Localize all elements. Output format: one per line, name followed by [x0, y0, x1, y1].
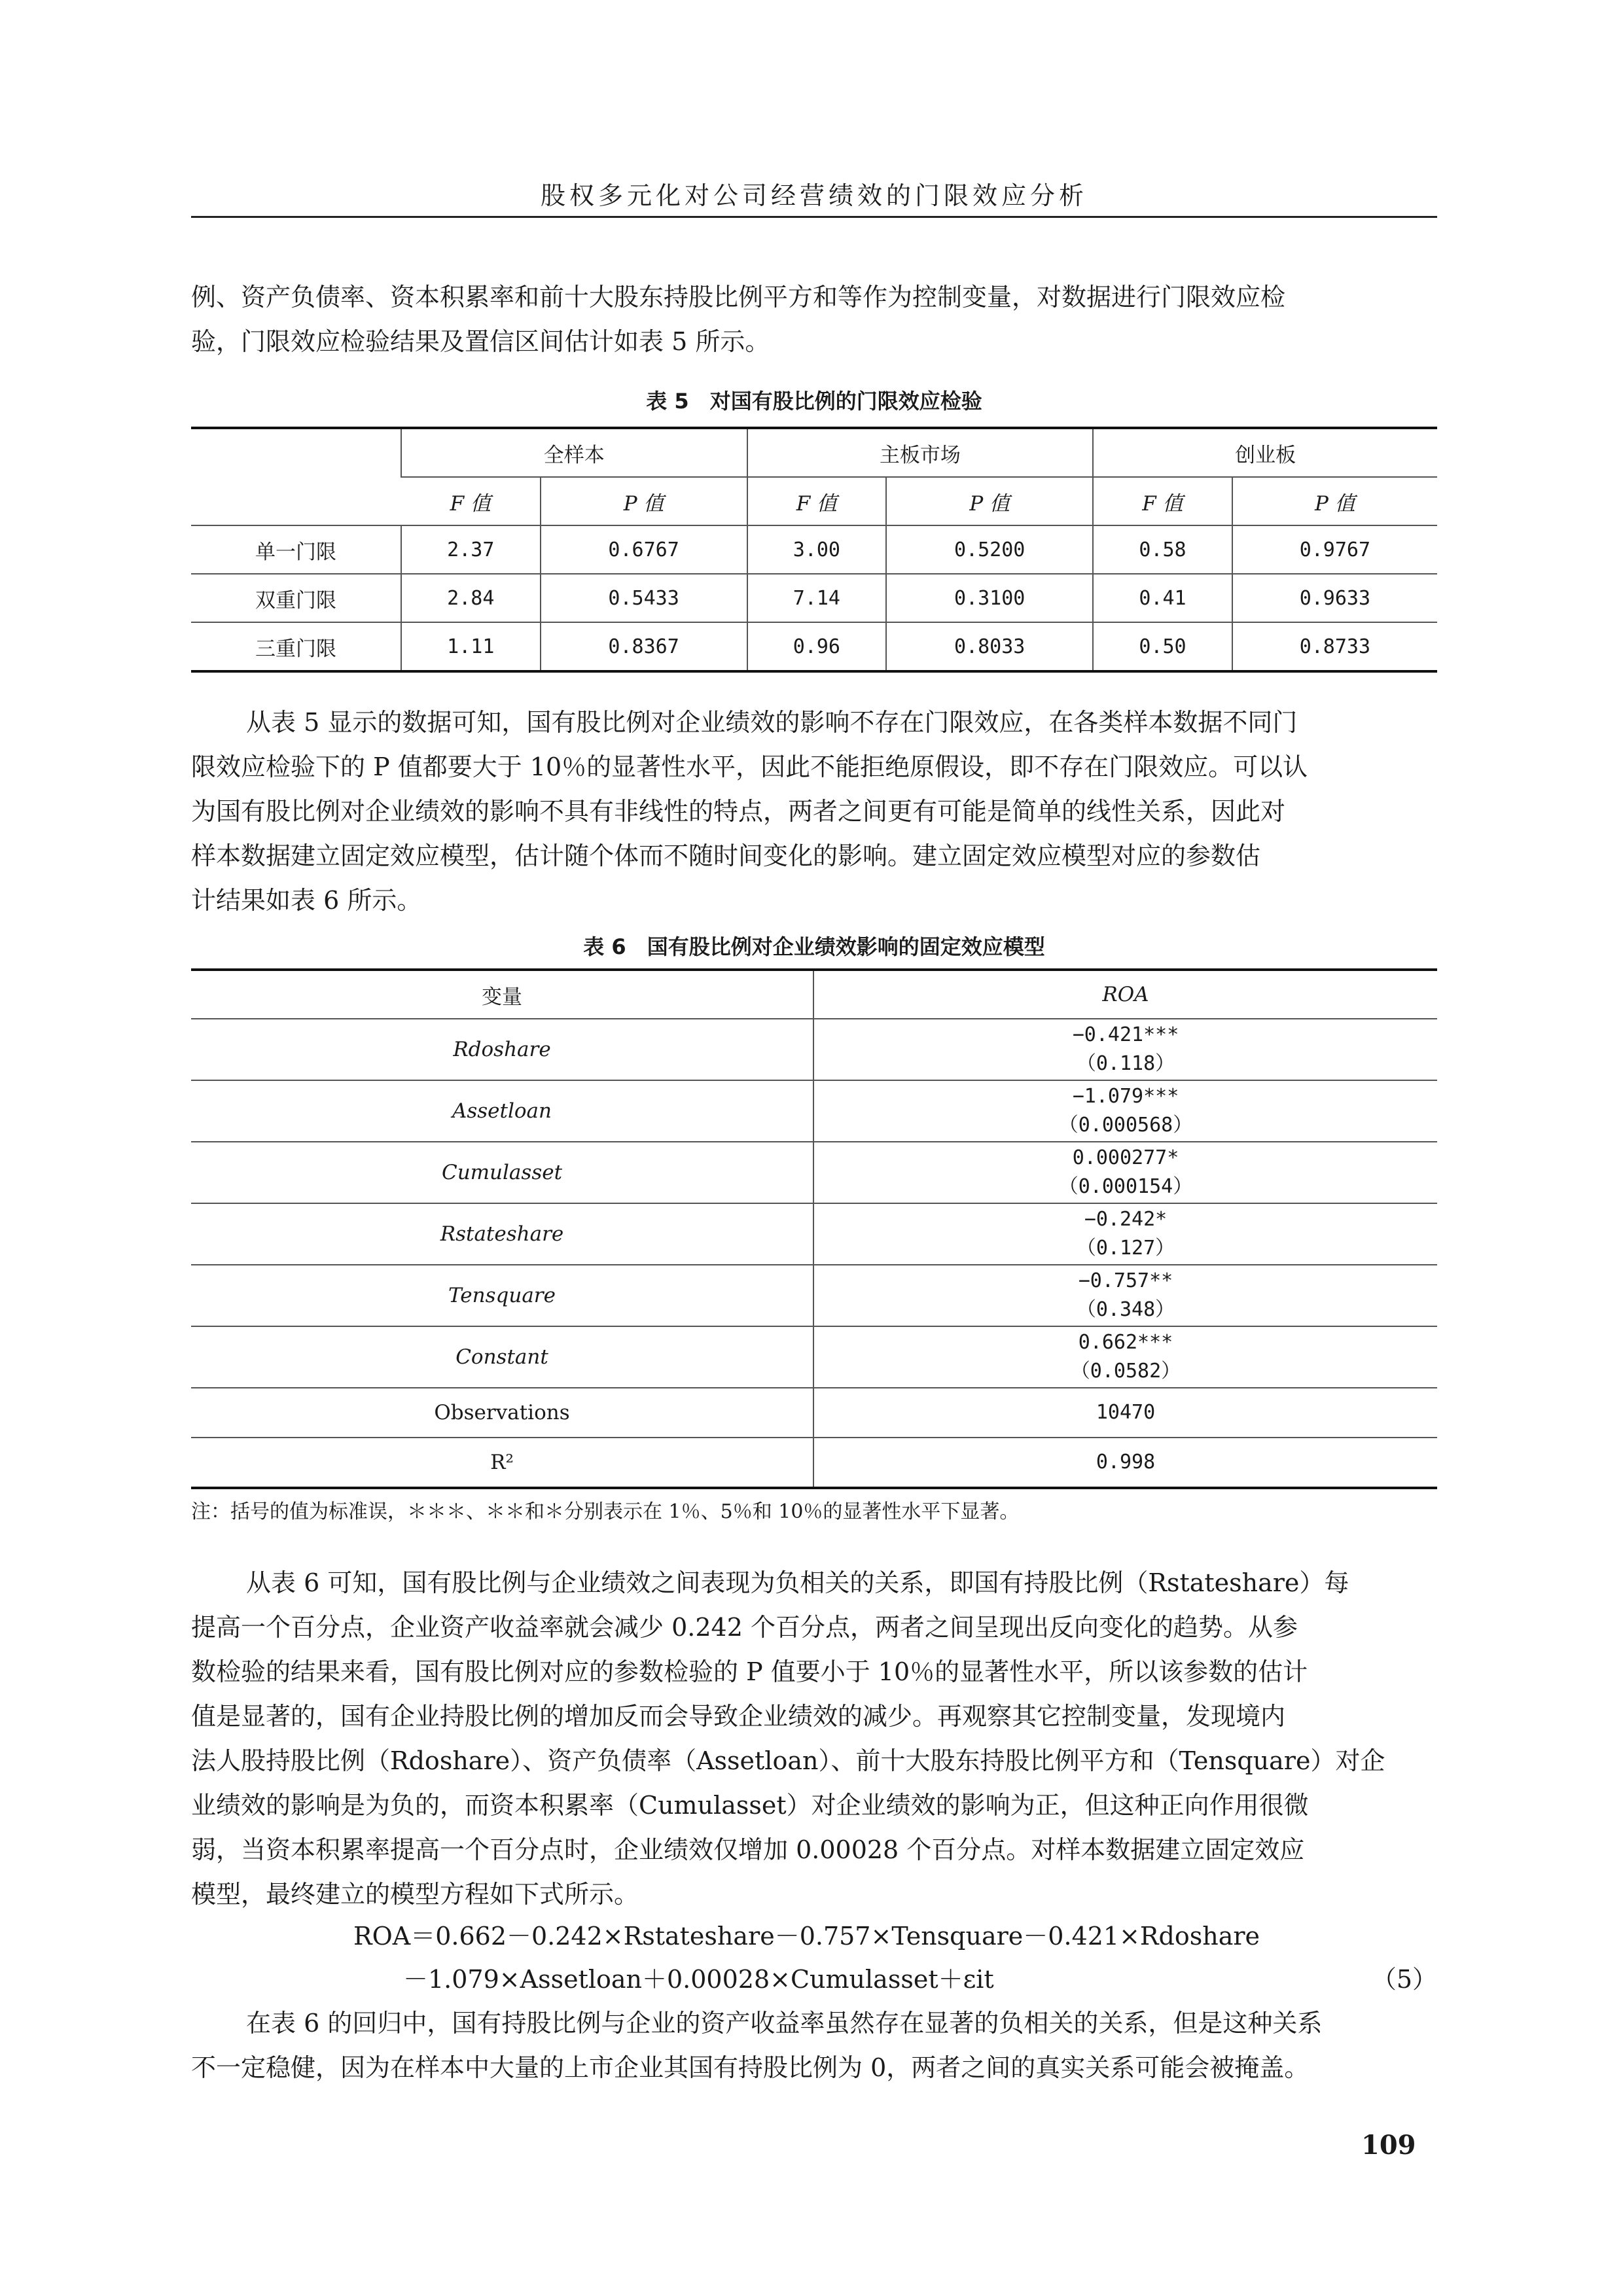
table-row [191, 1203, 1437, 1265]
variable-name: Cumulasset [191, 1142, 813, 1203]
table-cell: 0.3100 [886, 574, 1093, 622]
r-squared-label: R² [191, 1438, 813, 1488]
table5-subheader: F 值 [747, 477, 887, 525]
running-head: 股权多元化对公司经营绩效的门限效应分析 [540, 181, 1088, 210]
page-number: 109 [1361, 2130, 1416, 2161]
table-row [191, 1080, 1437, 1142]
text-line: 弱，当资本积累率提高一个百分点时，企业绩效仅增加 0.00028 个百分点。对样本数据建立固定效应 [191, 1835, 1305, 1864]
table-cell: 0.8367 [541, 622, 747, 671]
standard-error: （0.118） [1076, 1052, 1175, 1075]
text-line: 不一定稳健，因为在样本中大量的上市企业其国有持股比例为 0，两者之间的真实关系可能会被掩盖。 [191, 2053, 1310, 2082]
table-cell: 0.9633 [1232, 574, 1437, 622]
coefficient-cell [813, 1019, 1437, 1080]
table5-group-full-sample: 全样本 [401, 428, 747, 477]
text-line: 为国有股比例对企业绩效的影响不具有非线性的特点，两者之间更有可能是简单的线性关系，因此对 [191, 797, 1286, 826]
table-cell: 2.84 [401, 574, 541, 622]
standard-error: （0.127） [1076, 1237, 1175, 1260]
text-line: 数检验的结果来看，国有股比例对应的参数检验的 P 值要小于 10％的显著性水平，所以该参数的估计 [191, 1657, 1308, 1686]
table5-subheader: P 值 [1232, 477, 1437, 525]
table-row [191, 1142, 1437, 1203]
table5-subheader: P 值 [541, 477, 747, 525]
coefficient-cell [813, 1203, 1437, 1265]
table-row [191, 525, 1437, 574]
table-cell: 1.11 [401, 622, 541, 671]
variable-name: Assetloan [191, 1080, 813, 1142]
standard-error: （0.348） [1076, 1298, 1175, 1321]
table-cell: 0.6767 [541, 525, 747, 574]
text-line: 计结果如表 6 所示。 [191, 886, 422, 915]
table-cell: 0.8033 [886, 622, 1093, 671]
coefficient: −1.079*** [1072, 1085, 1179, 1108]
observations-value: 10470 [813, 1388, 1437, 1438]
coefficient-cell [813, 1326, 1437, 1388]
table6-note: 注：括号的值为标准误，＊＊＊、＊＊和＊分别表示在 1％、5％和 10％的显著性水平下显著。 [191, 1500, 1020, 1523]
variable-name: Rdoshare [191, 1019, 813, 1080]
coefficient: 0.662*** [1078, 1331, 1173, 1354]
text-line: 法人股持股比例（Rdoshare）、资产负债率（Assetloan）、前十大股东持股比例平方和（Tensquare）对企 [191, 1746, 1385, 1775]
table-cell: 0.96 [747, 622, 887, 671]
standard-error: （0.000568） [1058, 1114, 1193, 1137]
equation-line-2: －1.079×Assetloan＋0.00028×Cumulasset＋εit [403, 1965, 994, 1994]
table-cell: 0.9767 [1232, 525, 1437, 574]
table5-subheader: F 值 [401, 477, 541, 525]
table5-corner-cell [191, 428, 401, 525]
table-row [191, 622, 1437, 671]
table6-caption: 表 6 国有股比例对企业绩效影响的固定效应模型 [583, 934, 1045, 959]
text-line: 从表 6 可知，国有股比例与企业绩效之间表现为负相关的关系，即国有持股比例（Rstateshare）每 [246, 1568, 1349, 1597]
coefficient: 0.000277* [1072, 1146, 1179, 1169]
coefficient-cell [813, 1080, 1437, 1142]
table-cell: 0.50 [1093, 622, 1232, 671]
table-cell: 0.5200 [886, 525, 1093, 574]
table6-header-roa: ROA [813, 970, 1437, 1019]
table5-group-main-board: 主板市场 [747, 428, 1094, 477]
table6-fixed-effects-model [191, 968, 1437, 1489]
table-cell: 2.37 [401, 525, 541, 574]
text-line: 限效应检验下的 P 值都要大于 10％的显著性水平，因此不能拒绝原假设，即不存在门限效应。可以认 [191, 752, 1308, 781]
table-cell: 0.5433 [541, 574, 747, 622]
text-line: 从表 5 显示的数据可知，国有股比例对企业绩效的影响不存在门限效应，在各类样本数据不同门 [246, 708, 1298, 737]
text-line: 在表 6 的回归中，国有持股比例与企业的资产收益率虽然存在显著的负相关的关系，但是这种关系 [246, 2009, 1323, 2038]
r-squared-value: 0.998 [1096, 1451, 1156, 1474]
coefficient: −0.421*** [1072, 1023, 1179, 1046]
coefficient-cell [813, 1142, 1437, 1203]
paragraph-intro [191, 275, 1437, 364]
text-line: 样本数据建立固定效应模型，估计随个体而不随时间变化的影响。建立固定效应模型对应的参数估 [191, 841, 1261, 870]
table5-threshold-test [191, 427, 1437, 673]
table-row [191, 1019, 1437, 1080]
paragraph-table5-discussion [191, 700, 1437, 923]
text-line: 验，门限效应检验结果及置信区间估计如表 5 所示。 [191, 327, 770, 356]
table5-caption: 表 5 对国有股比例的门限效应检验 [646, 389, 982, 414]
table-row [191, 574, 1437, 622]
equation-line-1: ROA＝0.662－0.242×Rstateshare－0.757×Tensquare－0.421×Rdoshare [353, 1922, 1260, 1951]
variable-name: Rstateshare [191, 1203, 813, 1265]
paragraph-table6-discussion [191, 1561, 1437, 1916]
observations-label: Observations [191, 1388, 813, 1438]
table5-subheader: P 值 [886, 477, 1093, 525]
table-row [191, 1265, 1437, 1326]
coefficient: −0.757** [1078, 1269, 1173, 1292]
coefficient: −0.242* [1084, 1208, 1168, 1231]
header-rule [191, 216, 1437, 218]
table-row [191, 1326, 1437, 1388]
text-line: 例、资产负债率、资本积累率和前十大股东持股比例平方和等作为控制变量，对数据进行门限效应检 [191, 283, 1286, 311]
variable-name: Constant [191, 1326, 813, 1388]
text-line: 模型，最终建立的模型方程如下式所示。 [191, 1880, 639, 1909]
table-row [191, 1438, 1437, 1488]
table-cell: 3.00 [747, 525, 887, 574]
row-label: 三重门限 [255, 637, 336, 661]
row-label: 双重门限 [191, 574, 401, 622]
equation-number: （5） [1371, 1965, 1437, 1994]
paragraph-conclusion [191, 2001, 1437, 2090]
row-label: 单一门限 [191, 525, 401, 574]
text-line: 提高一个百分点，企业资产收益率就会减少 0.242 个百分点，两者之间呈现出反向变化的趋势。从参 [191, 1613, 1298, 1642]
table-cell: 0.58 [1093, 525, 1232, 574]
table-row [191, 1388, 1437, 1438]
variable-name: Tensquare [191, 1265, 813, 1326]
text-line: 值是显著的，国有企业持股比例的增加反而会导致企业绩效的减少。再观察其它控制变量，发现境内 [191, 1702, 1286, 1731]
table6-header-variable: 变量 [191, 970, 813, 1019]
table5-group-gem: 创业板 [1093, 428, 1437, 477]
table-cell: 7.14 [747, 574, 887, 622]
standard-error: （0.0582） [1070, 1360, 1181, 1383]
standard-error: （0.000154） [1058, 1175, 1193, 1198]
table-cell: 0.41 [1093, 574, 1232, 622]
text-line: 业绩效的影响是为负的，而资本积累率（Cumulasset）对企业绩效的影响为正，但这种正向作用很微 [191, 1791, 1309, 1820]
table5-subheader: F 值 [1093, 477, 1232, 525]
table-cell: 0.8733 [1232, 622, 1437, 671]
coefficient-cell [813, 1265, 1437, 1326]
